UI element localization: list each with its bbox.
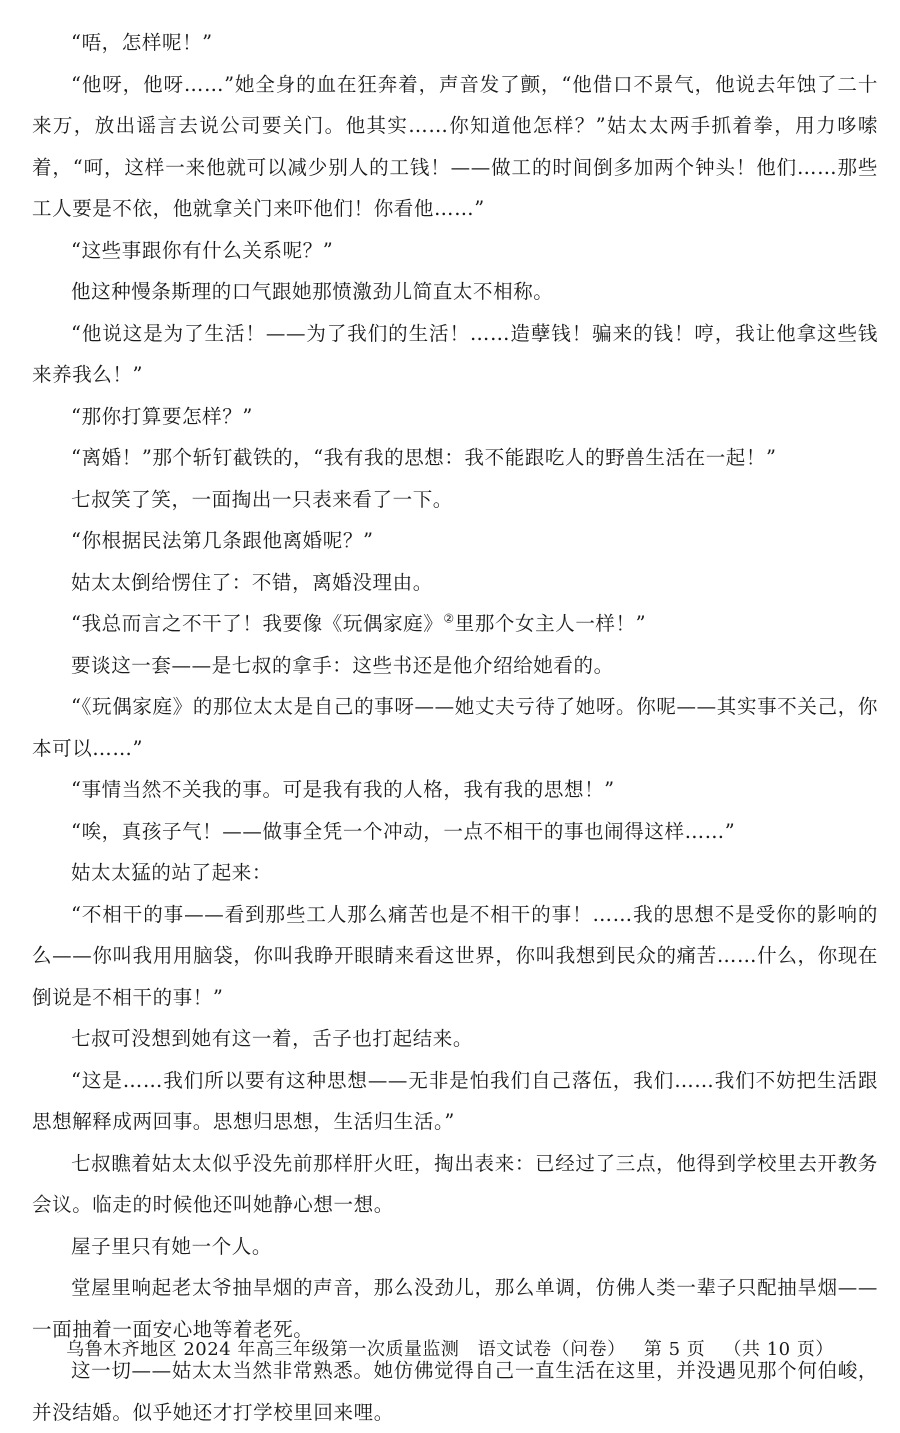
paragraph-17: “不相干的事——看到那些工人那么痛苦也是不相干的事！……我的思想不是受你的影响的么——你叫我用用脑袋，你叫我睁开眼睛来看这世界，你叫我想到民众的痛苦……什么，你现在倒说是不相干的事！”: [32, 902, 878, 1009]
footer-exam-title: 乌鲁木齐地区 2024 年高三年级第一次质量监测: [66, 1339, 460, 1360]
paragraph-21: 屋子里只有她一个人。: [71, 1234, 273, 1258]
paragraph-5: “他说这是为了生活！——为了我们的生活！……造孽钱！骗来的钱！哼，我让他拿这些钱来养我么！”: [32, 321, 878, 386]
paragraph-11-tail: 里那个女主人一样！”: [454, 612, 647, 635]
paragraph-12: 要谈这一套——是七叔的拿手：这些书还是他介绍给她看的。: [71, 653, 614, 677]
footer-subject: 语文试卷（问卷）: [477, 1339, 626, 1360]
paragraph-13: “《玩偶家庭》的那位太太是自己的事呀——她丈夫亏待了她呀。你呢——其实事不关己，你本可以……”: [32, 695, 878, 760]
paragraph-16: 姑太太猛的站了起来：: [71, 861, 273, 884]
footer-total-pages: （共 10 页）: [723, 1339, 834, 1360]
paragraph-2: “他呀，他呀……”她全身的血在狂奔着，声音发了颤，“他借口不景气，他说去年蚀了二十来万，放出谣言去说公司要关门。他其实……你知道他怎样？”姑太太两手抓着拳，用力哆嗦着，“呵，这样一来他就可以减少别人的工钱！——做工的时间倒多加两个钟头！他们……那些工人要是不依，他就拿关门来吓他们！你看他……”: [32, 72, 878, 220]
page-footer: [0, 1335, 900, 1361]
paragraph-10: 姑太太倒给愣住了：不错，离婚没理由。: [71, 570, 433, 594]
paragraph-4: 他这种慢条斯理的口气跟她那愤激劲儿简直太不相称。: [71, 280, 554, 303]
paragraph-11: [32, 603, 878, 645]
paragraph-6: “那你打算要怎样？”: [71, 404, 253, 428]
footnote-marker: ②: [443, 611, 455, 626]
paragraph-9: “你根据民法第几条跟他离婚呢？”: [71, 529, 374, 552]
paragraph-8: 七叔笑了笑，一面掏出一只表来看了一下。: [71, 487, 453, 511]
paragraph-3: “这些事跟你有什么关系呢？”: [71, 238, 334, 262]
paragraph-18: 七叔可没想到她有这一着，舌子也打起结来。: [71, 1027, 474, 1050]
paragraph-14: “事情当然不关我的事。可是我有我的人格，我有我的思想！”: [71, 778, 615, 801]
paragraph-23: 这一切——姑太太当然非常熟悉。她仿佛觉得自己一直生活在这里，并没遇见那个何伯峻，并没结婚。似乎她还才打学校里回来哩。: [32, 1359, 878, 1424]
paragraph-11-text: “我总而言之不干了！我要像《玩偶家庭》: [71, 612, 444, 635]
paragraph-22: 堂屋里响起老太爷抽旱烟的声音，那么没劲儿，那么单调，仿佛人类一辈子只配抽旱烟——一面抽着一面安心地等着老死。: [32, 1276, 878, 1341]
paragraph-20: 七叔瞧着姑太太似乎没先前那样肝火旺，掏出表来：已经过了三点，他得到学校里去开教务会议。临走的时候他还叫她静心想一想。: [32, 1151, 878, 1216]
paragraph-1: “唔，怎样呢！”: [71, 31, 213, 54]
paragraph-19: “这是……我们所以要有这种思想——无非是怕我们自己落伍，我们……我们不妨把生活跟思想解释成两回事。思想归思想，生活归生活。”: [32, 1068, 878, 1133]
paragraph-7: “离婚！”那个斩钉截铁的，“我有我的思想：我不能跟吃人的野兽生活在一起！”: [71, 446, 777, 469]
footer-page-number: 第 5 页: [643, 1339, 706, 1360]
paragraph-15: “唉，真孩子气！——做事全凭一个冲动，一点不相干的事也闹得这样……”: [71, 819, 736, 843]
